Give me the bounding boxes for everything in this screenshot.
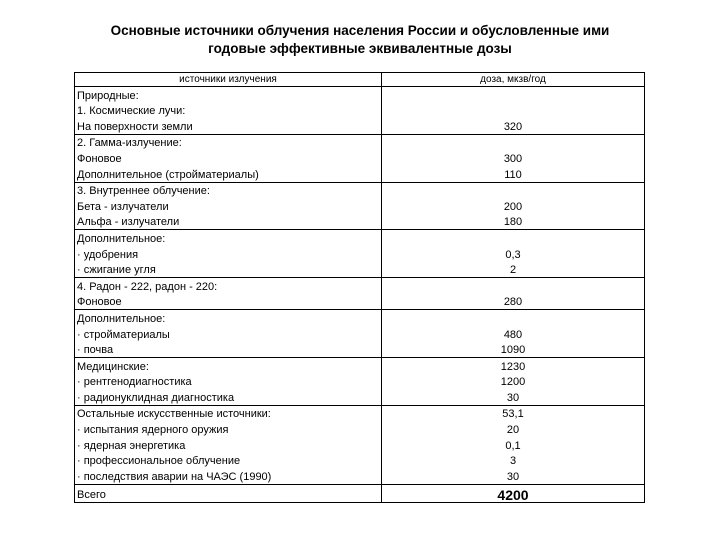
table-row	[75, 326, 645, 342]
table-row	[75, 484, 645, 502]
dose-cell: 200	[382, 198, 645, 214]
source-cell: Бета - излучатели	[75, 198, 382, 214]
source-cell: Остальные искусственные источники:	[75, 405, 382, 421]
source-cell: 1. Космические лучи:	[75, 103, 382, 119]
source-cell: · последствия аварии на ЧАЭС (1990)	[75, 468, 382, 484]
source-cell: · ядерная энергетика	[75, 437, 382, 453]
source-cell: · профессиональное облучение	[75, 453, 382, 469]
source-cell: Природные:	[75, 87, 382, 103]
dose-cell	[382, 103, 645, 119]
dose-cell: 180	[382, 214, 645, 230]
dose-cell: 30	[382, 468, 645, 484]
table-row	[75, 421, 645, 437]
table-row	[75, 294, 645, 310]
dose-cell: 110	[382, 166, 645, 182]
table-row	[75, 103, 645, 119]
dose-cell: 1230	[382, 358, 645, 374]
column-header-dose: доза, мкзв/год	[382, 73, 645, 87]
total-dose-cell: 4200	[382, 484, 645, 502]
table-row	[75, 214, 645, 230]
source-cell: · стройматериалы	[75, 326, 382, 342]
table-row	[75, 374, 645, 390]
source-cell: Всего	[75, 484, 382, 502]
table-row	[75, 182, 645, 198]
dose-cell: 320	[382, 118, 645, 134]
table-row	[75, 468, 645, 484]
source-cell: · радионуклидная диагностика	[75, 389, 382, 405]
dose-cell: 0,1	[382, 437, 645, 453]
table-row	[75, 150, 645, 166]
table-row	[75, 453, 645, 469]
column-header-sources: источники излучения	[75, 73, 382, 87]
source-cell: 3. Внутреннее облучение:	[75, 182, 382, 198]
dose-cell	[382, 278, 645, 294]
dose-cell: 3	[382, 453, 645, 469]
source-cell: Дополнительное:	[75, 230, 382, 246]
table-row	[75, 278, 645, 294]
dose-cell	[382, 310, 645, 326]
dose-cell: 1090	[382, 342, 645, 358]
table-row	[75, 310, 645, 326]
dose-cell: 0,3	[382, 246, 645, 262]
source-cell: Альфа - излучатели	[75, 214, 382, 230]
source-cell: Дополнительное (стройматериалы)	[75, 166, 382, 182]
source-cell: Фоновое	[75, 150, 382, 166]
table-row	[75, 134, 645, 150]
dose-cell: 30	[382, 389, 645, 405]
table-row	[75, 405, 645, 421]
table-row	[75, 198, 645, 214]
dose-cell: 300	[382, 150, 645, 166]
dose-cell	[382, 87, 645, 103]
dose-cell: 280	[382, 294, 645, 310]
table-row	[75, 118, 645, 134]
dose-cell	[382, 230, 645, 246]
source-cell: · испытания ядерного оружия	[75, 421, 382, 437]
page-title-line-1: Основные источники облучения населения России и обусловленные ими	[110, 23, 610, 38]
table-header-row	[75, 73, 645, 87]
table-row	[75, 342, 645, 358]
source-cell: 4. Радон - 222, радон - 220:	[75, 278, 382, 294]
dose-cell	[382, 134, 645, 150]
table-row	[75, 230, 645, 246]
dose-cell	[382, 182, 645, 198]
table-row	[75, 389, 645, 405]
source-cell: На поверхности земли	[75, 118, 382, 134]
source-cell: · удобрения	[75, 246, 382, 262]
table-row	[75, 166, 645, 182]
dose-cell: 20	[382, 421, 645, 437]
source-cell: · почва	[75, 342, 382, 358]
dose-cell: 480	[382, 326, 645, 342]
table-row	[75, 246, 645, 262]
source-cell: Дополнительное:	[75, 310, 382, 326]
source-cell: Фоновое	[75, 294, 382, 310]
dose-cell: 1200	[382, 374, 645, 390]
table-row	[75, 358, 645, 374]
page-title-line-2: годовые эффективные эквивалентные дозы	[208, 41, 512, 56]
table-row	[75, 87, 645, 103]
source-cell: Медицинские:	[75, 358, 382, 374]
source-cell: · сжигание угля	[75, 262, 382, 278]
source-cell: · рентгенодиагностика	[75, 374, 382, 390]
source-cell: 2. Гамма-излучение:	[75, 134, 382, 150]
table-row	[75, 262, 645, 278]
dose-cell: 2	[382, 262, 645, 278]
table-row	[75, 437, 645, 453]
dose-cell: 53,1	[382, 405, 645, 421]
radiation-dose-table	[74, 72, 645, 503]
